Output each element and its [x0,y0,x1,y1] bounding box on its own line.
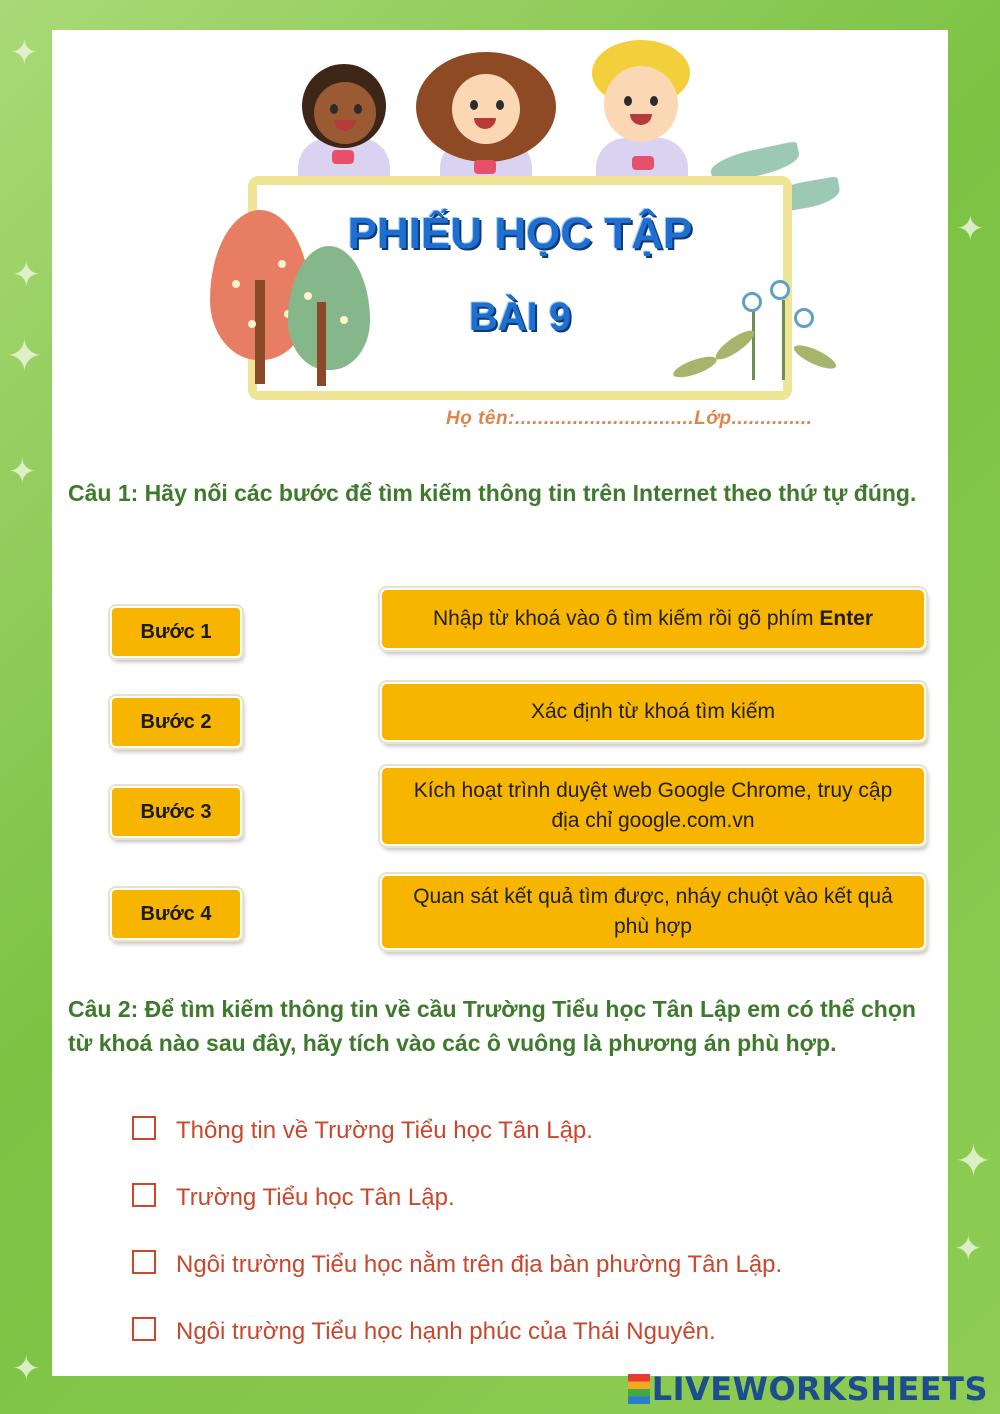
option-4[interactable]: Ngôi trường Tiểu học hạnh phúc của Thái Nguyên. [132,1317,716,1346]
liveworksheets-logo: LIVEWORKSHEETS [628,1370,988,1408]
liveworksheets-icon [628,1374,650,1404]
flower-icon [770,280,790,300]
step-1[interactable]: Bước 1 [110,606,242,658]
worksheet [52,30,948,1376]
checkbox[interactable] [132,1250,156,1274]
kid-illustration [284,56,404,186]
question-2: Câu 2: Để tìm kiếm thông tin về cầu Trường Tiểu học Tân Lập em có thể chọn từ khoá nào sau đây, hãy tích vào các ô vuông là phương án phù hợp. [68,996,916,1056]
sparkle-icon: ✦ [8,453,37,491]
lesson-title: BÀI 9 [468,295,572,339]
answer-1[interactable]: Nhập từ khoá vào ô tìm kiếm rồi gõ phím Enter [380,588,926,650]
name-class-line[interactable]: Họ tên:...............................Lớp.............. [446,408,813,429]
option-3[interactable]: Ngôi trường Tiểu học nằm trên địa bàn phường Tân Lập. [132,1250,782,1279]
step-3[interactable]: Bước 3 [110,786,242,838]
class-label: Lớp [694,408,732,429]
checkbox[interactable] [132,1317,156,1341]
sparkle-icon: ✦ [10,34,39,72]
answer-4[interactable]: Quan sát kết quả tìm được, nháy chuột vào kết quả phù hợp [380,874,926,950]
sparkle-icon: ✦ [12,256,41,294]
flower-icon [742,292,762,312]
kid-illustration [582,40,702,186]
step-4[interactable]: Bước 4 [110,888,242,940]
answer-3[interactable]: Kích hoạt trình duyệt web Google Chrome, truy cập địa chỉ google.com.vn [380,766,926,846]
option-1[interactable]: Thông tin về Trường Tiểu học Tân Lập. [132,1116,593,1145]
sparkle-icon: ✦ [6,332,43,381]
option-2[interactable]: Trường Tiểu học Tân Lập. [132,1183,455,1212]
sparkle-icon: ✦ [956,210,985,248]
flower-icon [794,308,814,328]
checkbox[interactable] [132,1116,156,1140]
name-label: Họ tên: [446,408,515,429]
answer-2[interactable]: Xác định từ khoá tìm kiếm [380,682,926,742]
sparkle-icon: ✦ [12,1350,41,1388]
question-1: Câu 1: Hãy nối các bước để tìm kiếm thông tin trên Internet theo thứ tự đúng. [68,480,917,506]
sparkle-icon: ✦ [954,1230,983,1268]
checkbox[interactable] [132,1183,156,1207]
kid-illustration [416,44,556,186]
step-2[interactable]: Bước 2 [110,696,242,748]
sparkle-icon: ✦ [955,1137,992,1186]
page-title: PHIẾU HỌC TẬP [347,209,693,258]
